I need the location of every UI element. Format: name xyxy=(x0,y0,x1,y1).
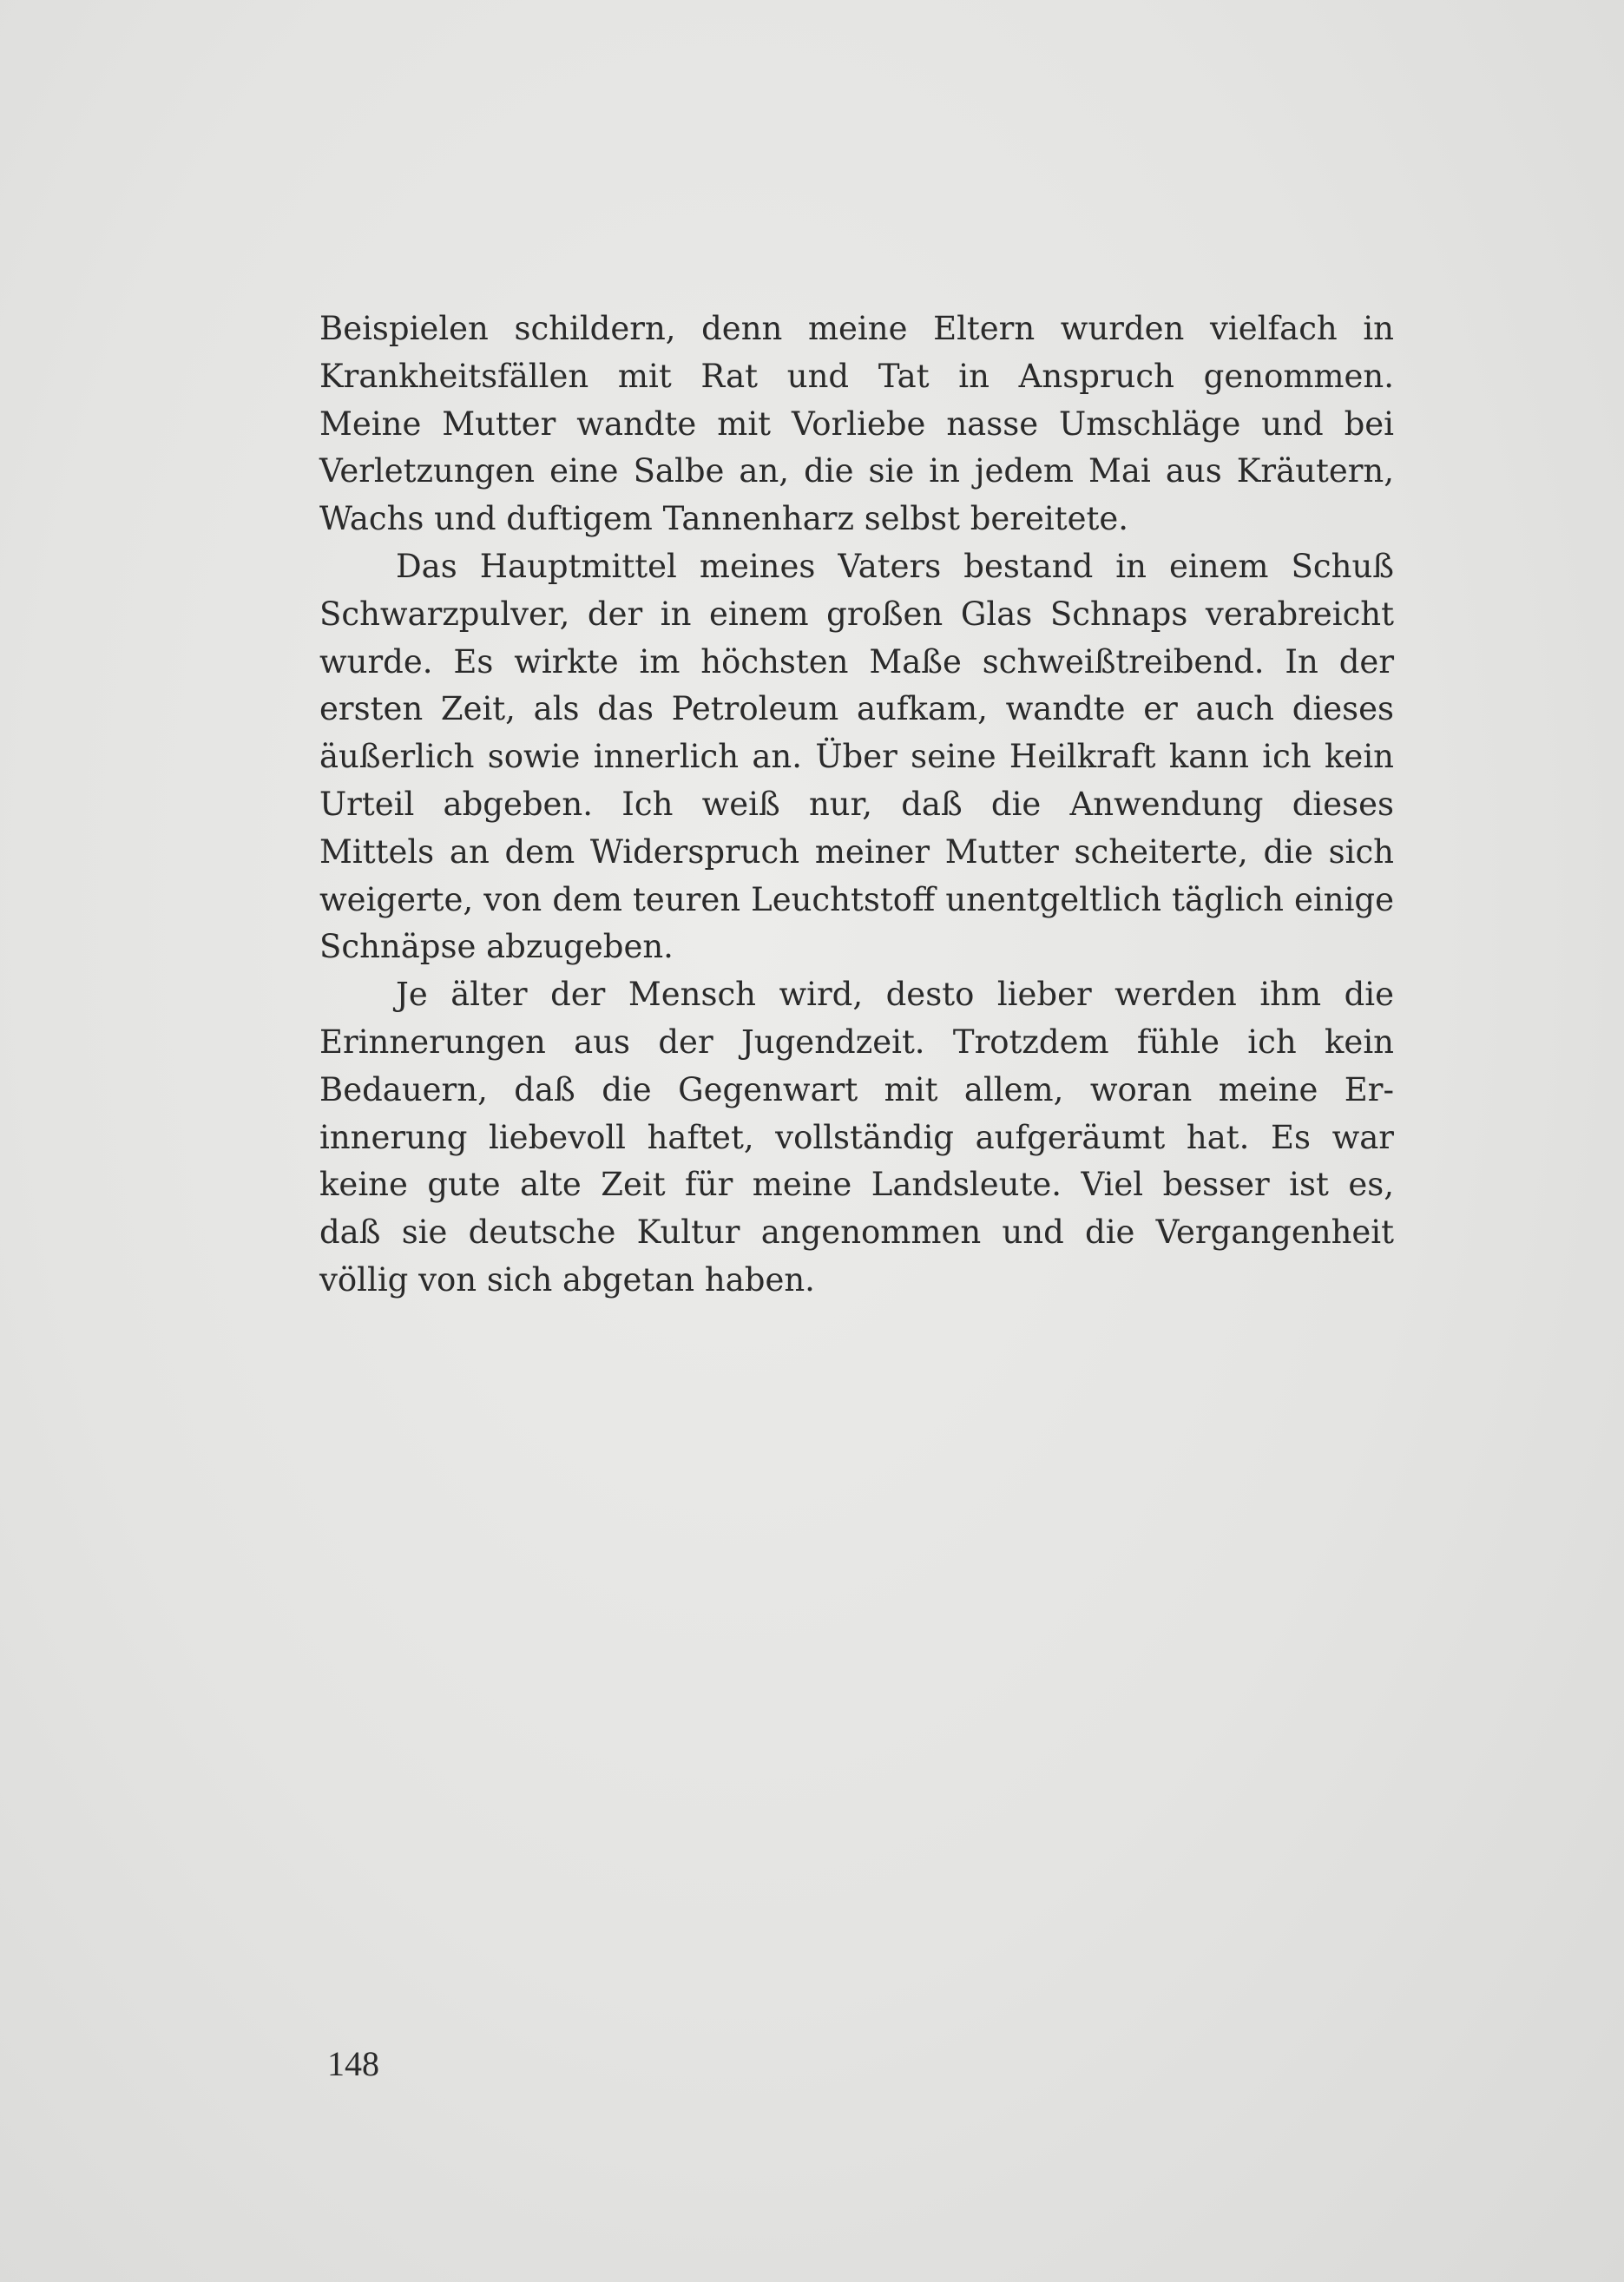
text-line: Meine Mutter wandte mit Vorliebe nasse Umschläge und bei xyxy=(319,404,1394,443)
text-line: Mittels an dem Widerspruch meiner Mutter scheiterte, die sich xyxy=(319,832,1394,871)
body-text xyxy=(319,306,1394,1305)
text-line: Das Hauptmittel meines Vaters bestand in einem Schuß xyxy=(396,547,1394,585)
text-line: ersten Zeit, als das Petroleum aufkam, wandte er auch dieses xyxy=(319,690,1394,728)
text-line: Urteil abgeben. Ich weiß nur, daß die Anwendung dieses xyxy=(319,785,1394,823)
text-line: Bedauern, daß die Gegenwart mit allem, woran meine Er- xyxy=(319,1070,1394,1108)
text-line: Krankheitsfällen mit Rat und Tat in Anspruch genommen. xyxy=(319,357,1394,395)
page-number: 148 xyxy=(327,2044,379,2083)
text-line: Schnäpse abzugeben. xyxy=(319,928,674,966)
text-line: äußerlich sowie innerlich an. Über seine Heilkraft kann ich kein xyxy=(319,738,1394,776)
text-line: Erinnerungen aus der Jugendzeit. Trotzdem fühle ich kein xyxy=(319,1023,1394,1061)
text-line: keine gute alte Zeit für meine Landsleute. Viel besser ist es, xyxy=(319,1166,1394,1204)
text-line: Verletzungen eine Salbe an, die sie in jedem Mai aus Kräutern, xyxy=(319,452,1394,490)
text-line: daß sie deutsche Kultur angenommen und die Vergangenheit xyxy=(319,1213,1394,1252)
text-line: innerung liebevoll haftet, vollständig aufgeräumt hat. Es war xyxy=(319,1118,1394,1156)
text-line: weigerte, von dem teuren Leuchtstoff unentgeltlich täglich einige xyxy=(319,880,1394,918)
text-line: Je älter der Mensch wird, desto lieber werden ihm die xyxy=(396,976,1394,1014)
text-line: Beispielen schildern, denn meine Eltern wurden vielfach in xyxy=(319,310,1394,347)
text-line: Wachs und duftigem Tannenharz selbst bereitete. xyxy=(319,500,1129,538)
text-line: Schwarzpulver, der in einem großen Glas Schnaps verabreicht xyxy=(319,595,1394,633)
text-line: völlig von sich abgetan haben. xyxy=(319,1260,815,1299)
text-line: wurde. Es wirkte im höchsten Maße schweißtreibend. In der xyxy=(319,642,1394,681)
